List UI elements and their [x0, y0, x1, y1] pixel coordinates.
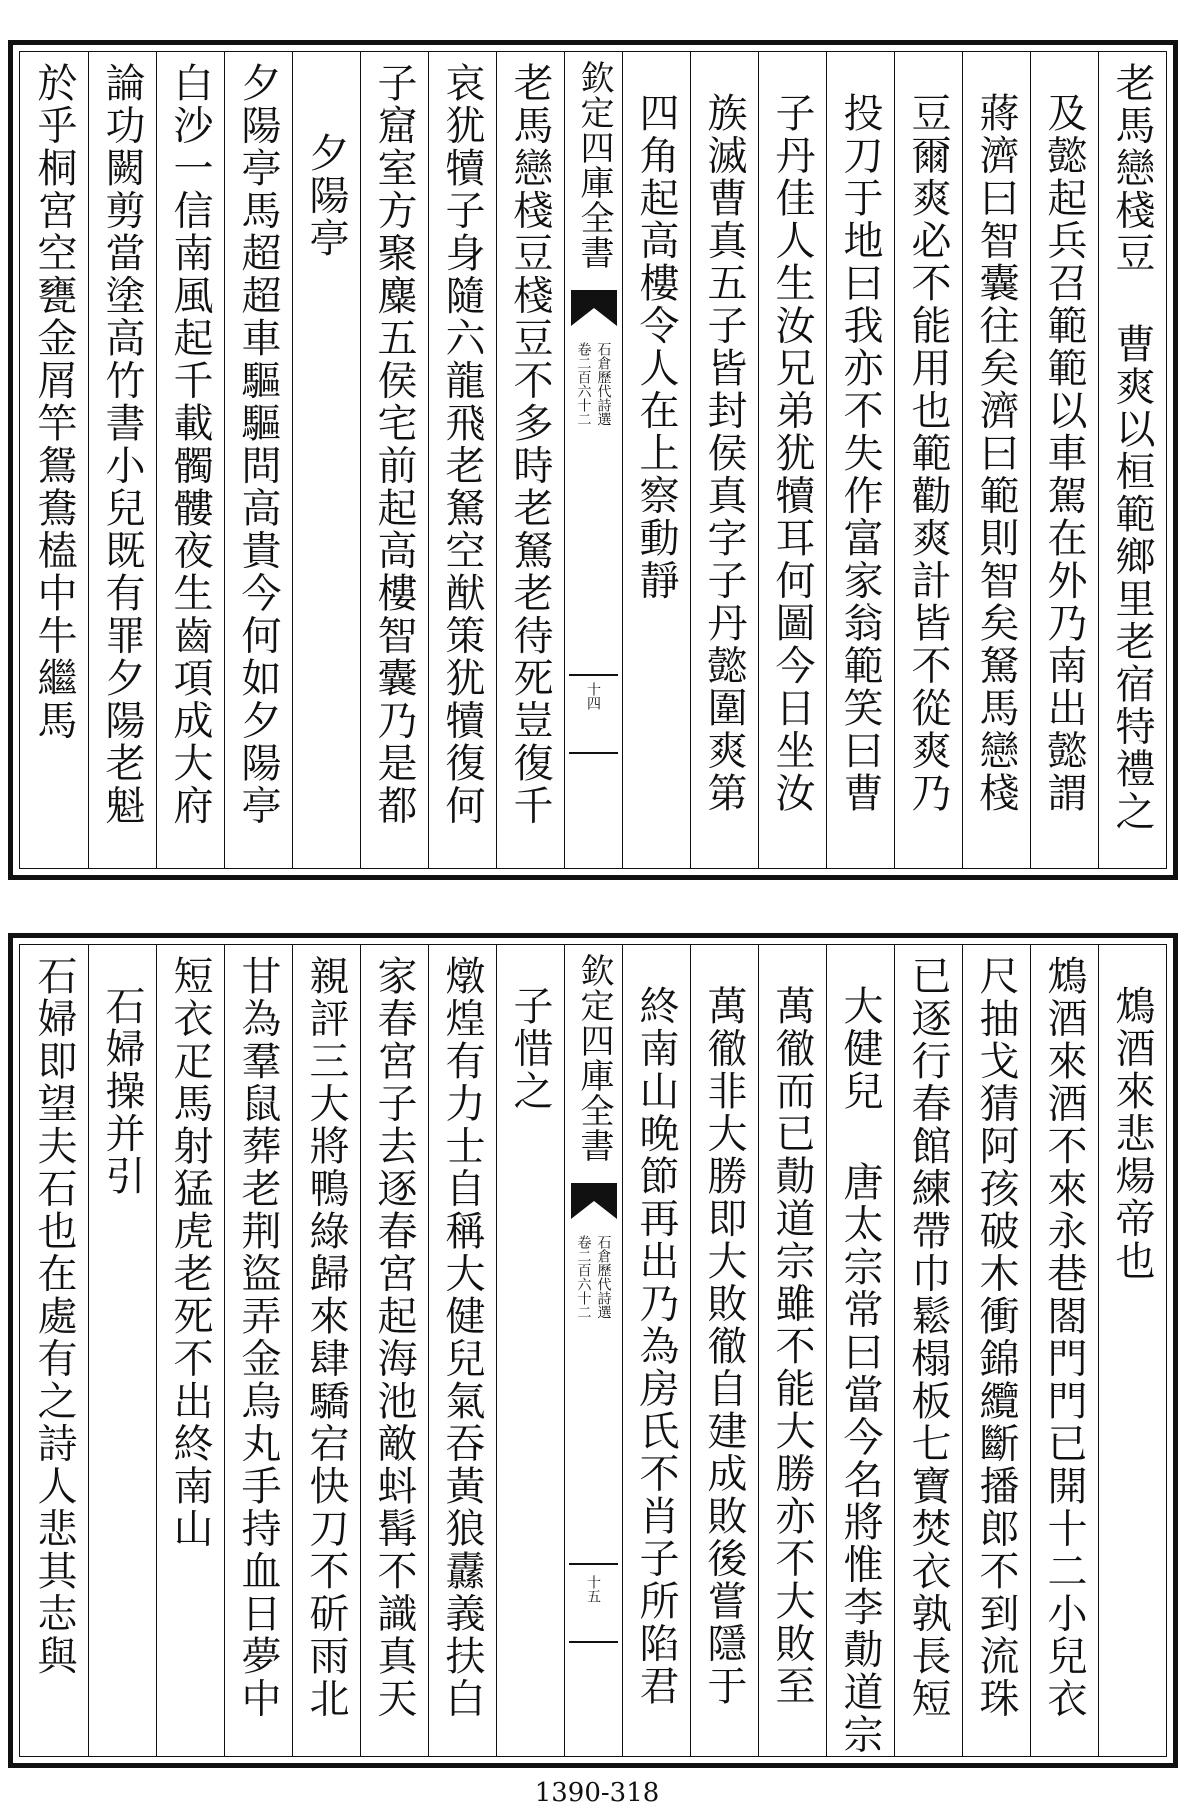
fish-tail-mark-icon — [571, 1183, 617, 1219]
column-text: 族滅曹真五子皆封侯真字子丹懿圍爽第 — [701, 92, 747, 815]
column-text: 於乎桐宮空甕金屑竿鴛鴦榼中牛繼馬 — [31, 62, 77, 742]
text-column — [496, 52, 564, 868]
column-text: 尺抽戈猜阿孩破木衝錦纜斷播郎不到流珠 — [973, 955, 1019, 1720]
fish-tail-mark-icon — [571, 290, 617, 326]
column-text: 哀犹犢子身隨六龍飛老駑空猷策犹犢復何 — [439, 62, 485, 827]
volume-number: 卷二百六十二 — [575, 1235, 592, 1319]
text-column — [360, 52, 428, 868]
column-text: 白沙一信南風起千載髑髏夜生齒項成大府 — [167, 62, 213, 827]
text-column — [1098, 945, 1166, 1756]
column-text: 已逐行春館練帶巾鬆榻板七寶焚衣孰長短 — [905, 955, 951, 1720]
text-column — [496, 945, 564, 1756]
column-text: 及懿起兵召範範以車駕在外乃南出懿謂 — [1041, 92, 1087, 815]
page-footer-label: 1390-318 — [534, 1778, 660, 1808]
column-text: 老馬戀棧豆 曹爽以桓範鄉里老宿特禮之 — [1109, 62, 1155, 833]
column-text: 子窟室方聚麋五侯宅前起高樓智囊乃是都 — [371, 62, 417, 827]
column-text: 投刀于地曰我亦不失作富家翁範笑曰曹 — [837, 92, 883, 815]
column-text: 豆爾爽必不能用也範勸爽計皆不從爽乃 — [905, 92, 951, 815]
text-column — [758, 945, 826, 1756]
bottom-page-frame — [19, 944, 1167, 1757]
column-text: 石婦即望夫石也在處有之詩人悲其志與 — [31, 955, 77, 1678]
center-fold — [564, 52, 622, 868]
book-title: 石倉歷代詩選 — [595, 342, 612, 426]
text-column — [428, 945, 496, 1756]
divider — [569, 1563, 618, 1565]
column-text: 萬徹而已勣道宗雖不能大勝亦不大敗至 — [769, 985, 815, 1708]
text-column — [622, 945, 690, 1756]
top-page-frame — [19, 51, 1167, 869]
column-text: 甘為羣鼠葬老荆盜弄金烏丸手持血日夢中 — [235, 955, 281, 1720]
column-text: 夕陽亭馬超超車驅驅問高貴今何如夕陽亭 — [235, 62, 281, 827]
text-column — [894, 945, 962, 1756]
column-text: 老馬戀棧豆棧豆不多時老駑老待死豈復千 — [507, 62, 553, 827]
text-column — [224, 945, 292, 1756]
divider — [569, 674, 618, 676]
column-text: 萬徹非大勝即大敗徹自建成敗後嘗隱于 — [701, 985, 747, 1708]
text-column — [292, 52, 360, 868]
top-page — [8, 40, 1178, 880]
text-column — [826, 52, 894, 868]
center-fold — [564, 945, 622, 1756]
column-text: 大健兒 唐太宗常曰當今名將惟李勣道宗 — [837, 985, 883, 1756]
column-text: 短衣疋馬射猛虎老死不出終南山 — [167, 955, 213, 1550]
column-text: 四角起高樓令人在上察動靜 — [633, 92, 679, 602]
text-column — [292, 945, 360, 1756]
library-title: 欽定四庫全書 — [574, 60, 614, 270]
text-column — [622, 52, 690, 868]
text-column — [690, 945, 758, 1756]
column-text: 親評三大將鴨綠歸來肆驕宕快刀不斫雨北 — [303, 955, 349, 1720]
text-column — [894, 52, 962, 868]
text-column — [156, 945, 224, 1756]
column-text: 蔣濟曰智囊往矣濟曰範則智矣駑馬戀棧 — [973, 92, 1019, 815]
text-column — [88, 52, 156, 868]
column-text: 石婦操并引 — [99, 985, 145, 1198]
bottom-page — [8, 933, 1178, 1768]
text-column — [156, 52, 224, 868]
text-column — [20, 945, 88, 1756]
text-column — [826, 945, 894, 1756]
text-column — [1098, 52, 1166, 868]
book-info — [565, 1235, 622, 1319]
column-text: 論功闕剪當塗高竹書小兒既有罪夕陽老魁 — [99, 62, 145, 827]
book-title: 石倉歷代詩選 — [595, 1235, 612, 1319]
column-text: 燉煌有力士自稱大健兒氣吞黃狼纛義扶白 — [439, 955, 485, 1720]
column-text: 夕陽亭 — [303, 132, 349, 260]
divider — [569, 752, 618, 754]
divider — [569, 1641, 618, 1643]
column-text: 終南山晚節再出乃為房氏不肖子所陷君 — [633, 985, 679, 1708]
column-text: 鴆酒來悲煬帝也 — [1109, 985, 1155, 1283]
text-column — [1030, 52, 1098, 868]
text-column — [1030, 945, 1098, 1756]
text-column — [224, 52, 292, 868]
library-title: 欽定四庫全書 — [574, 953, 614, 1163]
text-column — [20, 52, 88, 868]
column-text: 子丹佳人生汝兄弟犹犢耳何圖今日坐汝 — [769, 92, 815, 815]
text-column — [690, 52, 758, 868]
text-column — [962, 945, 1030, 1756]
text-column — [758, 52, 826, 868]
text-column — [88, 945, 156, 1756]
column-text: 子惜之 — [507, 985, 553, 1113]
column-text: 鴆酒來酒不來永巷閤門門已開十二小兒衣 — [1041, 955, 1087, 1720]
book-info — [565, 342, 622, 426]
volume-number: 卷二百六十二 — [575, 342, 592, 426]
text-column — [962, 52, 1030, 868]
page-number: 十四 — [585, 682, 601, 710]
text-column — [360, 945, 428, 1756]
text-column — [428, 52, 496, 868]
page-number: 十五 — [585, 1575, 601, 1603]
column-text: 家春宮子去逐春宮起海池敵蚪髯不識真天 — [371, 955, 417, 1720]
